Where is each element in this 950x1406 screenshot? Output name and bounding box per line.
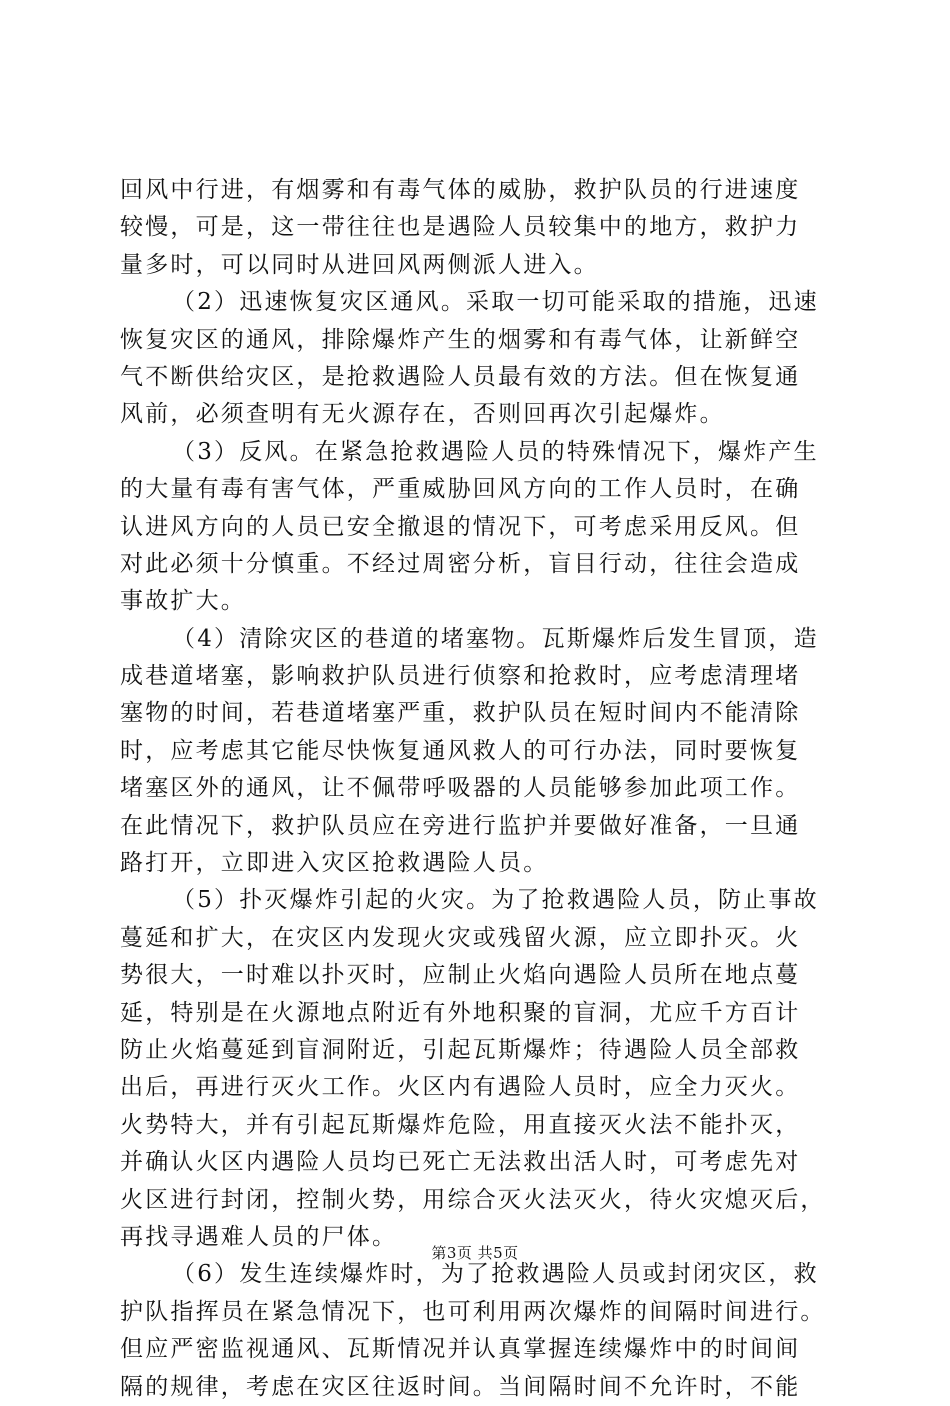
text-line: 防止火焰蔓延到盲洞附近，引起瓦斯爆炸；待遇险人员全部救: [120, 1036, 801, 1063]
text-line: 时，应考虑其它能尽快恢复通风救人的可行办法，同时要恢复: [120, 737, 801, 764]
text-line: 恢复灾区的通风，排除爆炸产生的烟雾和有毒气体，让新鲜空: [120, 326, 801, 353]
text-line: 堵塞区外的通风，让不佩带呼吸器的人员能够参加此项工作。: [120, 775, 801, 802]
text-line: 再找寻遇难人员的尸体。: [120, 1223, 398, 1250]
text-line: 出后，再进行灭火工作。火区内有遇险人员时，应全力灭火。: [120, 1074, 801, 1101]
paragraph-first-line: （2）迅速恢复灾区通风。采取一切可能采取的措施，迅速: [172, 289, 819, 316]
text-line: 对此必须十分慎重。不经过周密分析，盲目行动，往往会造成: [120, 550, 801, 577]
body-text: [120, 172, 840, 1406]
text-line: 并确认火区内遇险人员均已死亡无法救出活人时，可考虑先对: [120, 1149, 801, 1176]
text-line: 回风中行进，有烟雾和有毒气体的威胁，救护队员的行进速度: [120, 177, 801, 203]
text-line: 隔的规律，考虑在灾区往返时间。当间隔时间不允许时，不能: [120, 1373, 801, 1400]
text-line: 事故扩大。: [120, 588, 246, 615]
text-line: 塞物的时间，若巷道堵塞严重，救护队员在短时间内不能清除: [120, 700, 801, 727]
text-line: 延，特别是在火源地点附近有外地积聚的盲洞，尤应千方百计: [120, 999, 801, 1026]
text-line: 成巷道堵塞，影响救护队员进行侦察和抢救时，应考虑清理堵: [120, 663, 801, 690]
text-line: 的大量有毒有害气体，严重威胁回风方向的工作人员时，在确: [120, 476, 801, 503]
text-line: 火区进行封闭，控制火势，用综合灭火法灭火，待火灾熄灭后，: [120, 1186, 826, 1213]
paragraph-first-line: （3）反风。在紧急抢救遇险人员的特殊情况下，爆炸产生: [172, 438, 819, 465]
text-line: 势很大，一时难以扑灭时，应制止火焰向遇险人员所在地点蔓: [120, 962, 801, 989]
text-line: 量多时，可以同时从进回风两侧派人进入。: [120, 251, 599, 278]
text-line: 但应严密监视通风、瓦斯情况并认真掌握连续爆炸中的时间间: [120, 1336, 801, 1363]
text-line: 护队指挥员在紧急情况下，也可利用两次爆炸的间隔时间进行。: [120, 1298, 826, 1325]
text-line: 风前，必须查明有无火源存在，否则回再次引起爆炸。: [120, 401, 725, 428]
page-number-footer: 第3页 共5页: [431, 1244, 519, 1262]
paragraph-first-line: （5）扑灭爆炸引起的火灾。为了抢救遇险人员，防止事故: [172, 887, 819, 914]
text-line: 蔓延和扩大，在灾区内发现火灾或残留火源，应立即扑灭。火: [120, 924, 801, 951]
text-line: 认进风方向的人员已安全撤退的情况下，可考虑采用反风。但: [120, 513, 801, 540]
text-line: 在此情况下，救护队员应在旁进行监护并要做好准备，一旦通: [120, 812, 801, 839]
paragraph-first-line: （4）清除灾区的巷道的堵塞物。瓦斯爆炸后发生冒顶，造: [172, 625, 819, 652]
text-line: 气不断供给灾区，是抢救遇险人员最有效的方法。但在恢复通: [120, 363, 801, 390]
text-line: 路打开，立即进入灾区抢救遇险人员。: [120, 850, 549, 877]
text-line: 较慢，可是，这一带往往也是遇险人员较集中的地方，救护力: [120, 214, 801, 241]
paragraph-first-line: （6）发生连续爆炸时，为了抢救遇险人员或封闭灾区，救: [172, 1261, 819, 1288]
text-line: 火势特大，并有引起瓦斯爆炸危险，用直接灭火法不能扑灭，: [120, 1111, 801, 1138]
